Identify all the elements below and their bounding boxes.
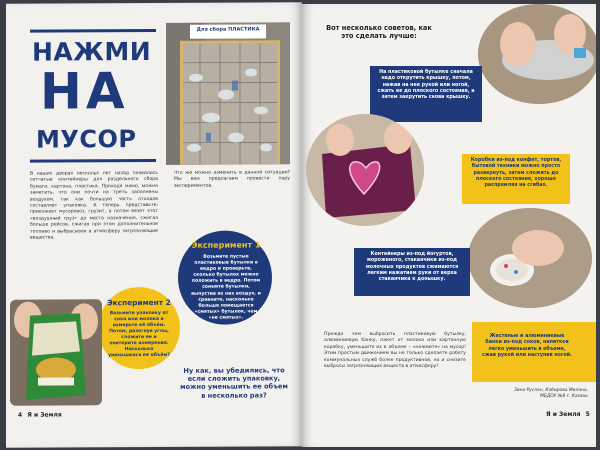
yogurt-cup-illustration [468,208,592,308]
left-footer [18,411,62,418]
left-footer-title: Я и Земля [27,411,62,419]
title-line-1: НАЖМИ [32,37,152,67]
yogurt-cup-photo [468,208,592,308]
experiment-2-text: Возьмите упаковку от сока или молока и измерьте её объём. Потом, разогнув углы, сложите ее и повторите измерения. Насколько уменьшился ее объём? [108,310,170,359]
experiment-2-title: Эксперимент 2 [107,297,171,308]
tips-intro: Вот несколько советов, как это сделать лучше: [326,24,432,41]
container-sign: Для сбора ПЛАСТИКА [196,26,260,33]
question-text: Что же можно изменить в данной ситуации? Мы вам предлагаем провести пару экспериментов. [174,170,290,189]
juice-pack-photo [10,299,102,405]
title-line-2: НА [40,62,129,121]
left-page [6,2,302,448]
experiment-1-title: Эксперимент 1 [191,240,261,250]
bottle-illustration [478,4,596,104]
title-top-bar [30,29,156,33]
right-footer [546,411,590,418]
experiment-1-text: Возьмите пустые пластиковые бутылки в ведро и проверьте, сколько бутылок можно положить в ведро. Потом сомните бутылки, выпустив из них воздух, и сравните, насколько больше помещается «смятых» бутылок, чем «не смятых». [191,254,261,321]
right-page-number: 5 [585,411,590,418]
tip-1-box: На пластиковой бутылке сначала надо открутить крышку, потом, нажав на нее рукой или ногой, сжать ее до плоского состояния, а затем закрутить снова крышку. [370,66,482,122]
right-page [302,4,596,447]
intro-body-text: В наших дворах нескольк лет назад появились сетчатые контейнеры для раздельного сбора бумаги, картона, пластика. Проходя мимо, можно заметить, что они почти на треть заполнены воздухом, так как большую часть отходов составляет упаковка. А теперь представьте: приезжает мусоровоз, грузит, а потом везет этот «воздушный груз» до места назначения, сжигая больше рейсов, сжигая при этом дополнительное топливо и выбрасывая в атмосферу загрязняющие вещества. [30,170,158,241]
recycling-container-photo [166,22,290,165]
bottle-photo [478,4,596,104]
tip-4-box: Жестяные и алюминиевые банки из-под соков, напитков легко уменьшить в объеме, сжав рукой или наступив ногой. [482,334,572,358]
title-line-3: МУСОР [36,125,137,154]
author-line-1: Зина Руслан, Кабирова Милана, [513,388,588,393]
conclusion-text: Ну как, вы убедились, что если сложить упаковку, можно уменьшить ее объем в несколько раз? [180,366,288,400]
author-line-2: МБДОУ №8 г. Казань [540,394,588,399]
right-footer-title: Я и Земля [546,411,581,418]
candy-box-photo [306,114,424,226]
tip-2-box: Коробки из-под конфет, тортов, бытовой техники можно просто развернуть, затем сложить до плоского состояния, хорошо распрямляя на сгибах. [462,154,570,204]
juice-pack-illustration [10,299,102,405]
author-credit [492,388,588,400]
candy-box-illustration [306,114,424,226]
container-illustration [166,22,290,165]
closing-text: Прежде чем выбросить пластиковую бутылку, алюминиевую банку, пакет от молока или картонную коробку, уменьшите их в объеме – «нажмите» на мусор! Этим простым движением вы не только сделаете работу коммунальных служб более продуктивной, но и снизите выбросы загрязняющих веществ в атмосферу! [324,332,466,370]
title-bottom-bar [30,159,156,163]
left-page-number: 4 [18,411,23,419]
tip-3-box: Контейнеры из-под йогуртов, мороженого, стаканчики из-под молочных продуктов сжимаются легким нажатием руки от верха стаканчика к донышку. [354,248,470,296]
